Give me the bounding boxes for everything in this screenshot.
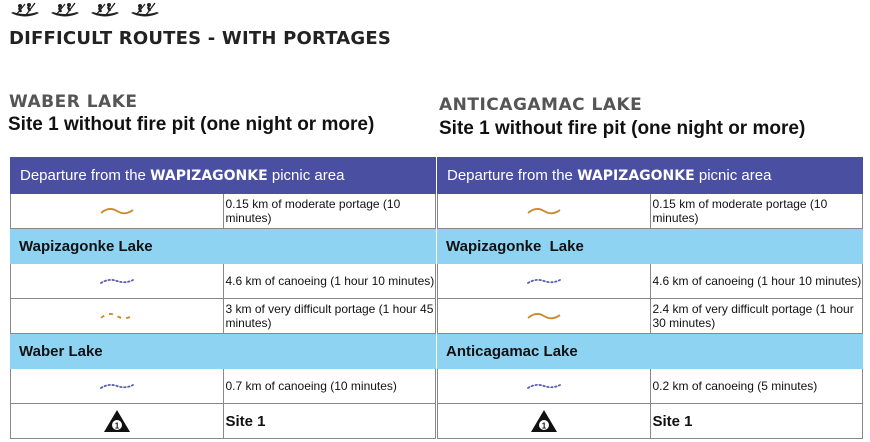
route-step — [438, 264, 863, 299]
canoe-with-paddlers-icon — [10, 1, 40, 19]
route-table — [10, 157, 436, 439]
departure-prefix: Departure from the — [447, 167, 573, 184]
campsite-triangle-icon — [102, 408, 132, 434]
route-site-title: Site 1 without fire pit (one night or more) — [439, 118, 806, 139]
lake-header-label: Wapizagonke Lake — [11, 229, 436, 264]
departure-suffix: picnic area — [698, 167, 772, 184]
site-label: Site 1 — [650, 404, 863, 439]
route-step-text: 0.15 km of moderate portage (10 minutes) — [223, 194, 436, 229]
canoe-with-paddlers-icon — [50, 1, 80, 19]
departure-row — [438, 158, 863, 194]
route-step-text: 2.4 km of very difficult portage (1 hour 30 minutes) — [650, 299, 863, 334]
route-step-text: 4.6 km of canoeing (1 hour 10 minutes) — [650, 264, 863, 299]
campsite-triangle-icon — [529, 408, 559, 434]
site-number-badge: 1 — [541, 421, 546, 431]
route-site-title: Site 1 without fire pit (one night or more) — [8, 114, 375, 135]
site-row — [11, 404, 436, 439]
departure-suffix: picnic area — [271, 167, 345, 184]
lake-header-row — [11, 229, 436, 264]
route-step-text: 0.15 km of moderate portage (10 minutes) — [650, 194, 863, 229]
route-step — [11, 264, 436, 299]
moderate-portage-icon — [100, 205, 134, 217]
canoeing-icon — [100, 275, 134, 287]
page-title: DIFFICULT ROUTES - WITH PORTAGES — [9, 28, 392, 49]
route-step-text: 3 km of very difficult portage (1 hour 45 minutes) — [223, 299, 436, 334]
route-step — [438, 194, 863, 229]
canoe-with-paddlers-icon — [90, 1, 120, 19]
moderate-portage-icon — [527, 205, 561, 217]
site-row — [438, 404, 863, 439]
canoeing-icon — [100, 380, 134, 392]
difficulty-rating — [10, 1, 160, 19]
route-step — [11, 194, 436, 229]
lake-header-label: Anticagamac Lake — [438, 334, 863, 369]
route-step-text: 0.2 km of canoeing (5 minutes) — [650, 369, 863, 404]
lake-header-row — [438, 229, 863, 264]
route-lake-name: ANTICAGAMAC LAKE — [439, 95, 643, 115]
route-step — [438, 369, 863, 404]
canoeing-icon — [527, 275, 561, 287]
moderate-portage-icon — [527, 310, 561, 322]
canoeing-icon — [527, 380, 561, 392]
canoe-with-paddlers-icon — [130, 1, 160, 19]
departure-prefix: Departure from the — [20, 167, 146, 184]
site-number-badge: 1 — [114, 421, 119, 431]
lake-header-row — [438, 334, 863, 369]
lake-header-label: Wapizagonke Lake — [438, 229, 863, 264]
route-table — [437, 157, 863, 439]
very-difficult-portage-icon — [100, 310, 134, 322]
route-step — [438, 299, 863, 334]
route-step — [11, 369, 436, 404]
departure-place: WAPIZAGONKE — [577, 168, 695, 184]
route-lake-name: WABER LAKE — [9, 92, 138, 112]
departure-row — [11, 158, 436, 194]
departure-place: WAPIZAGONKE — [150, 168, 268, 184]
lake-header-label: Waber Lake — [11, 334, 436, 369]
route-step-text: 0.7 km of canoeing (10 minutes) — [223, 369, 436, 404]
lake-header-row — [11, 334, 436, 369]
site-label: Site 1 — [223, 404, 436, 439]
route-step-text: 4.6 km of canoeing (1 hour 10 minutes) — [223, 264, 436, 299]
route-step — [11, 299, 436, 334]
